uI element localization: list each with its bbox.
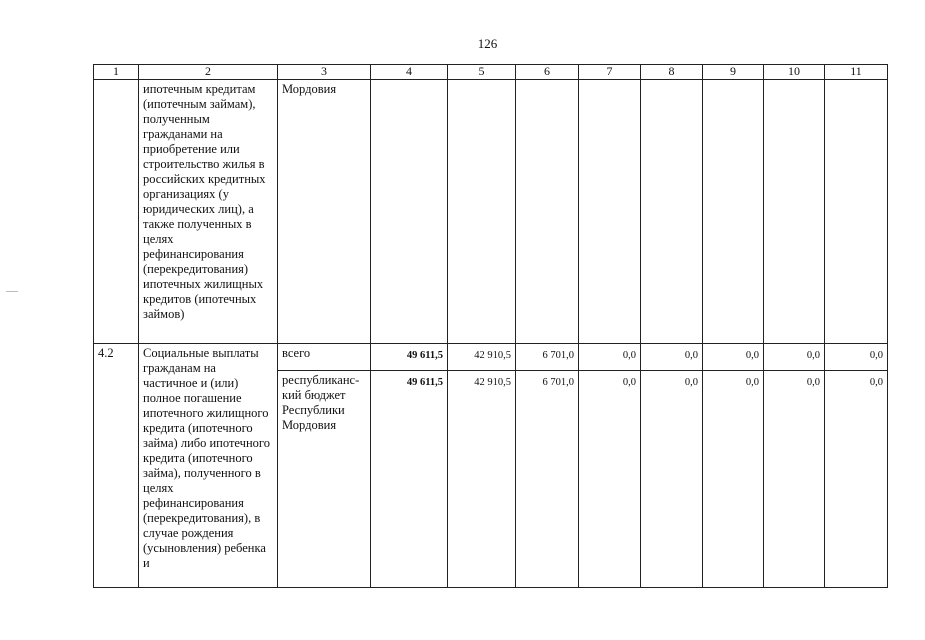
table-row: [94, 344, 888, 371]
value-cell: 0,0: [825, 371, 888, 588]
value-cell: [448, 80, 516, 344]
value-cell: [764, 80, 825, 344]
value-cell: 49 611,5: [371, 371, 448, 588]
margin-mark: [6, 291, 18, 292]
value-cell: [579, 80, 641, 344]
col-header-9: 9: [703, 65, 764, 80]
value-cell: 0,0: [703, 344, 764, 371]
table-row: [94, 80, 888, 344]
value-cell: 0,0: [764, 371, 825, 588]
col-header-2: 2: [139, 65, 278, 80]
col-header-7: 7: [579, 65, 641, 80]
value-cell: 0,0: [703, 371, 764, 588]
value-cell: 0,0: [825, 344, 888, 371]
value-cell: 0,0: [579, 344, 641, 371]
budget-table: [93, 64, 888, 588]
value-cell: [371, 80, 448, 344]
col-header-11: 11: [825, 65, 888, 80]
value-cell: 0,0: [579, 371, 641, 588]
value-cell: 0,0: [764, 344, 825, 371]
description-cell: Социальные выплаты гражданам на частичное и (или) полное погашение ипотечного жилищного кредита (ипотечного займа) либо ипотечного кредита (ипотечного займа), полученного в целях рефинансирования (перекредитования), в случае рождения (усыновления) ребенка и: [139, 344, 278, 588]
value-cell: 42 910,5: [448, 371, 516, 588]
col-header-1: 1: [94, 65, 139, 80]
col-header-5: 5: [448, 65, 516, 80]
row-number-cell: [94, 80, 139, 344]
value-cell: 49 611,5: [371, 344, 448, 371]
value-cell: 6 701,0: [516, 344, 579, 371]
col-header-6: 6: [516, 65, 579, 80]
value-cell: 0,0: [641, 344, 703, 371]
column-number-header: [94, 65, 888, 80]
col-header-8: 8: [641, 65, 703, 80]
source-cell: республиканс-кий бюджет Республики Мордовия: [278, 371, 371, 588]
source-cell: Мордовия: [278, 80, 371, 344]
value-cell: [825, 80, 888, 344]
col-header-3: 3: [278, 65, 371, 80]
value-cell: [641, 80, 703, 344]
value-cell: 0,0: [641, 371, 703, 588]
value-cell: [703, 80, 764, 344]
row-number-cell: 4.2: [94, 344, 139, 588]
value-cell: 6 701,0: [516, 371, 579, 588]
page-number: 126: [477, 36, 498, 51]
col-header-10: 10: [764, 65, 825, 80]
value-cell: [516, 80, 579, 344]
source-cell: всего: [278, 344, 371, 371]
col-header-4: 4: [371, 65, 448, 80]
description-cell: ипотечным кредитам (ипотечным займам), полученным гражданами на приобретение или строительство жилья в российских кредитных организациях (у юридических лиц), а также полученных в целях рефинансирования (перекредитования) ипотечных жилищных кредитов (ипотечных займов): [139, 80, 278, 344]
value-cell: 42 910,5: [448, 344, 516, 371]
